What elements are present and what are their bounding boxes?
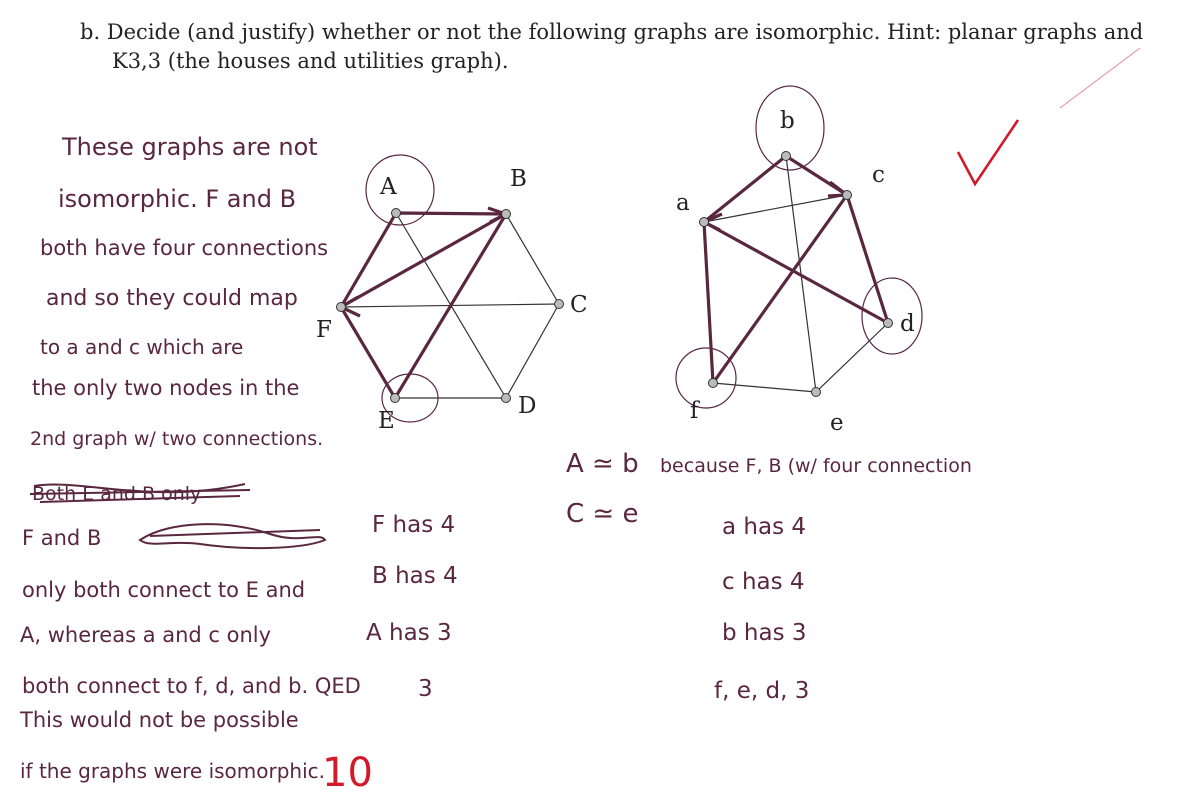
label-b: b <box>780 108 795 134</box>
because-note: because F, B (w/ four connection <box>660 455 972 477</box>
degree-counts-graph-1 <box>366 512 458 702</box>
node-D <box>502 394 511 403</box>
label-D: D <box>518 393 537 419</box>
graph-1 <box>316 155 588 434</box>
count-a: a has 4 <box>722 514 807 540</box>
degree-counts-graph-2 <box>714 514 809 704</box>
count-c: c has 4 <box>722 569 805 595</box>
answer-line-4: and so they could map <box>46 286 298 311</box>
answer-line-5: to a and c which are <box>40 335 244 359</box>
scribble-crossout <box>140 524 325 548</box>
answer-line-7: 2nd graph w/ two connections. <box>30 428 324 450</box>
node-c <box>843 191 852 200</box>
node-C <box>555 300 564 309</box>
pen-stroke <box>1060 48 1140 108</box>
struck-text: Both E and B only <box>32 483 202 505</box>
problem-line-1: b. Decide (and justify) whether or not the following graphs are isomorphic. Hint: planar graphs and <box>80 20 1144 44</box>
count-rest: 3 <box>418 676 433 702</box>
answer-line-2: isomorphic. F and B <box>58 185 297 213</box>
graph-2 <box>676 86 922 436</box>
count-A: A has 3 <box>366 620 452 646</box>
label-d: d <box>900 311 915 337</box>
answer-line-9: only both connect to E and <box>22 578 306 602</box>
node-b <box>782 152 791 161</box>
count-fed: f, e, d, 3 <box>714 678 810 704</box>
node-f <box>709 379 718 388</box>
label-B: B <box>510 166 527 192</box>
handwritten-answer <box>19 133 361 783</box>
node-d <box>884 319 893 328</box>
label-c: c <box>872 162 885 188</box>
answer-line-10: A, whereas a and c only <box>20 623 272 647</box>
label-e: e <box>830 410 844 436</box>
answer-line-6: the only two nodes in the <box>32 376 300 400</box>
mapping-C-e: C ≃ e <box>566 499 639 529</box>
struck-phrase <box>30 483 250 505</box>
answer-line-3: both have four connections <box>40 236 329 260</box>
mapping-A-b: A ≃ b <box>566 449 639 479</box>
node-B <box>502 210 511 219</box>
answer-line-8: F and B <box>22 526 102 550</box>
label-F: F <box>316 317 332 343</box>
label-C: C <box>570 292 588 318</box>
label-f: f <box>690 398 699 424</box>
score: 10 <box>322 750 373 796</box>
label-A: A <box>380 174 397 200</box>
count-B: B has 4 <box>372 563 458 589</box>
check-mark-icon <box>958 120 1018 184</box>
answer-line-12: This would not be possible <box>20 708 299 732</box>
problem-line-2: K3,3 (the houses and utilities graph). <box>112 49 509 73</box>
label-a: a <box>676 190 690 216</box>
node-A <box>392 209 401 218</box>
answer-line-1: These graphs are not <box>62 133 318 161</box>
node-F <box>337 303 346 312</box>
answer-line-11: both connect to f, d, and b. QED <box>22 674 361 698</box>
count-F: F has 4 <box>372 512 456 538</box>
answer-line-13: if the graphs were isomorphic. <box>20 759 325 783</box>
node-e <box>812 388 821 397</box>
count-b: b has 3 <box>722 620 807 646</box>
node-a <box>700 218 709 227</box>
label-E: E <box>378 408 395 434</box>
graph-1-ink-trace <box>341 208 506 398</box>
node-E <box>391 394 400 403</box>
